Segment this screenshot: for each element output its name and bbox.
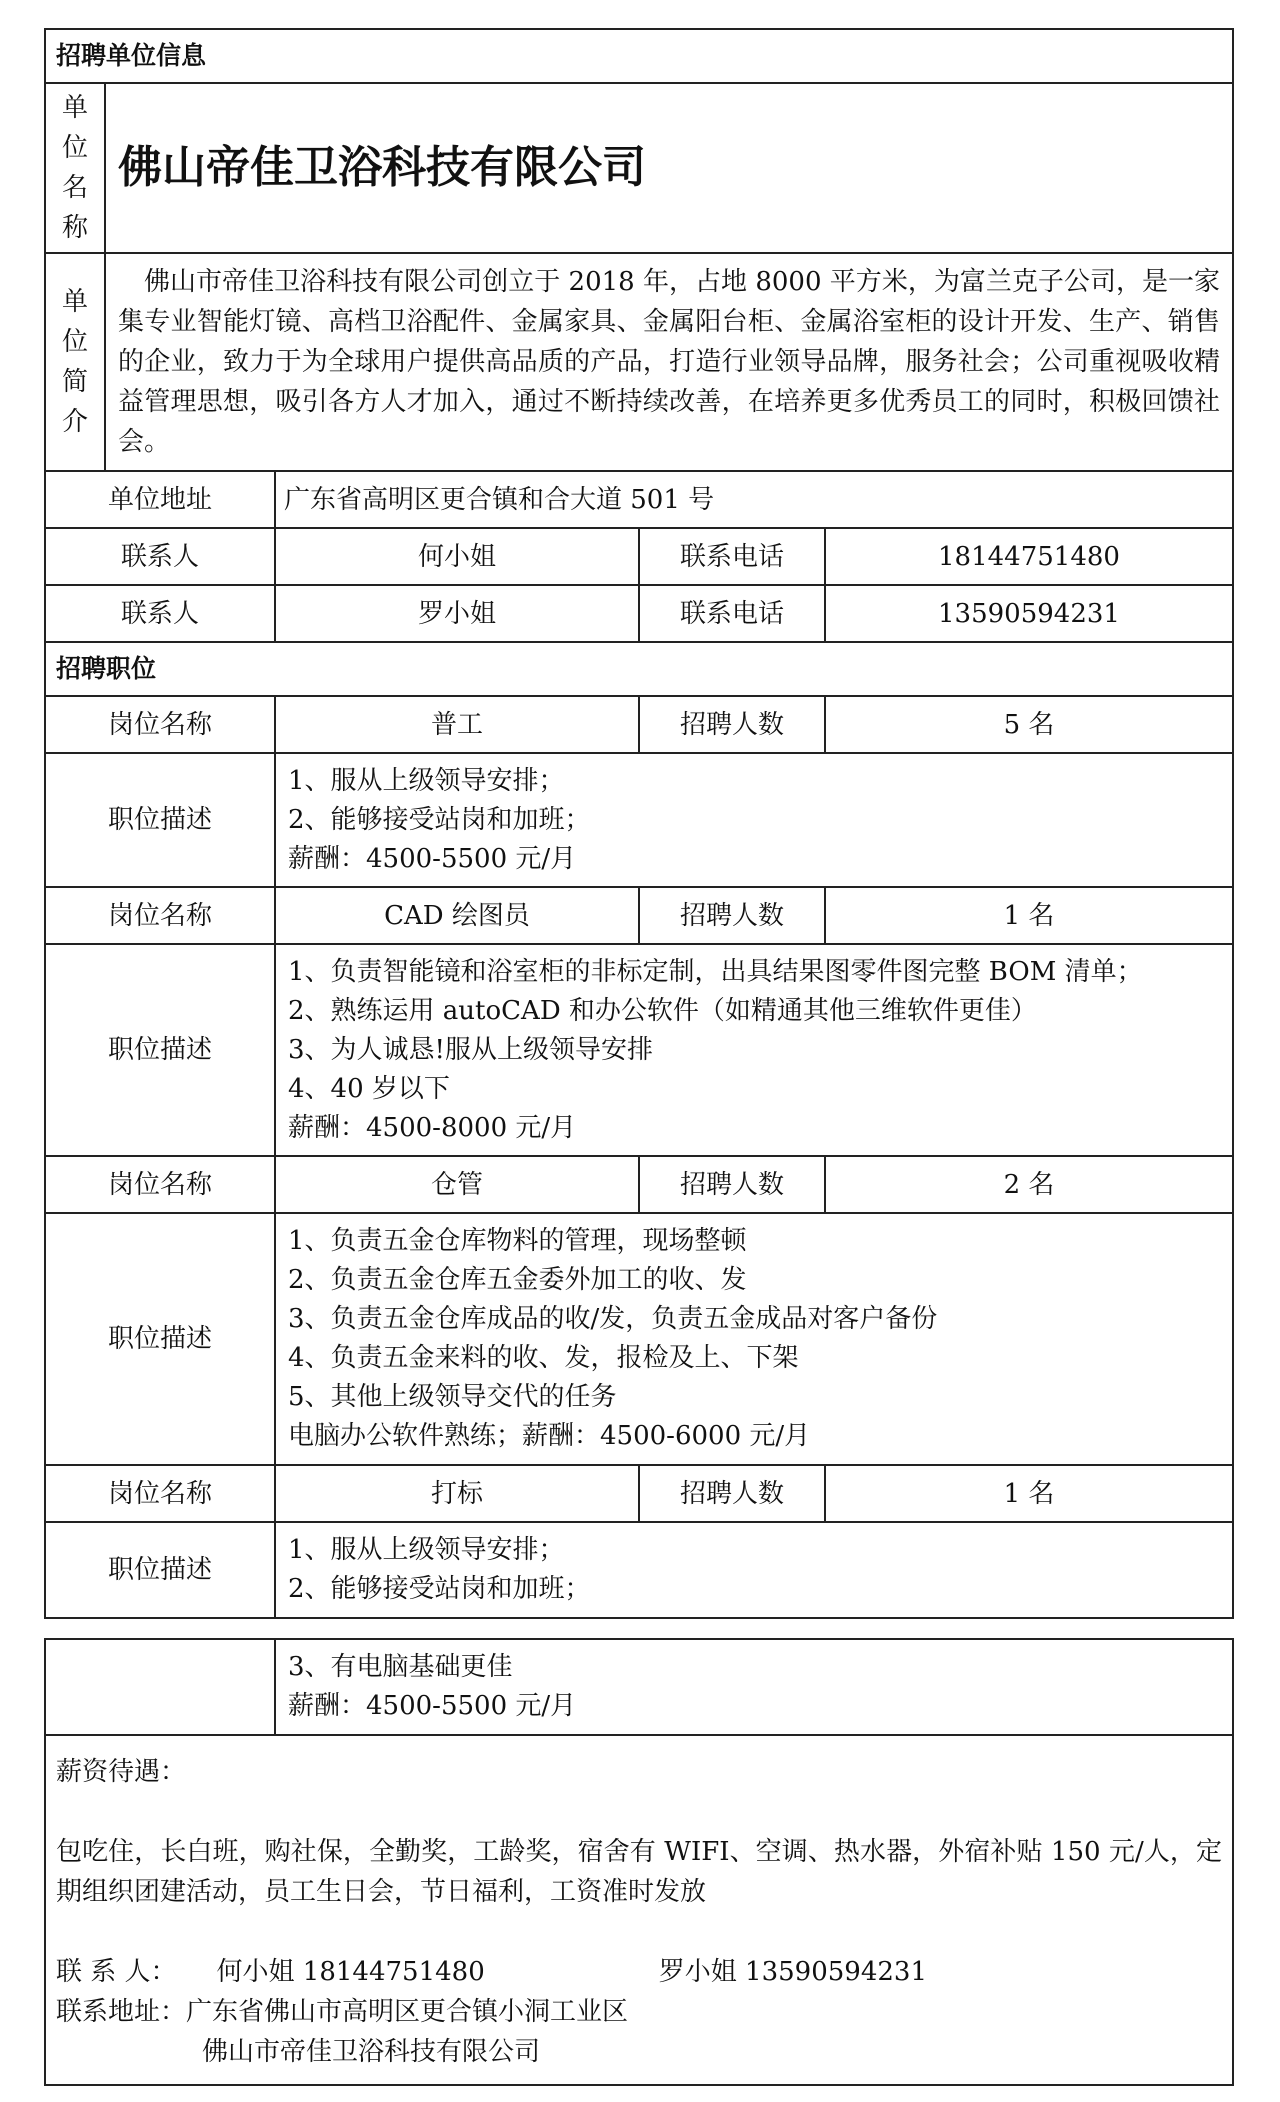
section-title-company: 招聘单位信息 xyxy=(45,29,1233,83)
job-desc-label: 职位描述 xyxy=(45,944,275,1156)
job-count-label: 招聘人数 xyxy=(639,887,825,944)
company-name: 佛山帝佳卫浴科技有限公司 xyxy=(105,83,1233,253)
job-count: 2 名 xyxy=(825,1156,1233,1213)
contact-name: 罗小姐 xyxy=(275,585,639,642)
footer-company: 佛山市帝佳卫浴科技有限公司 xyxy=(202,2037,541,2067)
job-title: CAD 绘图员 xyxy=(275,887,639,944)
contact-phone-label: 联系电话 xyxy=(639,585,825,642)
benefits-text: 包吃住，长白班，购社保，全勤奖，工龄奖，宿舍有 WIFI、空调、热水器，外宿补贴 150 元/人，定期组织团建活动，员工生日会，节日福利，工资准时发放 xyxy=(56,1837,1222,1907)
job-desc-label-continued xyxy=(45,1639,275,1735)
job-count: 1 名 xyxy=(825,1465,1233,1522)
job-count-label: 招聘人数 xyxy=(639,1156,825,1213)
job-desc-label: 职位描述 xyxy=(45,1213,275,1465)
job-title: 仓管 xyxy=(275,1156,639,1213)
footer-contacts: 联 系 人： 何小姐 18144751480 罗小姐 13590594231 xyxy=(56,1957,927,1987)
footer-contact-1: 何小姐 18144751480 xyxy=(216,1957,485,1987)
contact-label: 联系人 xyxy=(45,528,275,585)
job-description: 1、服从上级领导安排； 2、能够接受站岗和加班； xyxy=(275,1522,1233,1618)
job-count: 5 名 xyxy=(825,696,1233,753)
contact-phone-label: 联系电话 xyxy=(639,528,825,585)
job-desc-label: 职位描述 xyxy=(45,753,275,887)
job-description: 1、服从上级领导安排； 2、能够接受站岗和加班； 薪酬：4500-5500 元/月 xyxy=(275,753,1233,887)
company-address: 广东省高明区更合镇和合大道 501 号 xyxy=(275,471,1233,528)
contact-name: 何小姐 xyxy=(275,528,639,585)
job-description: 1、负责智能镜和浴室柜的非标定制，出具结果图零件图完整 BOM 清单； 2、熟练运用 autoCAD 和办公软件（如精通其他三维软件更佳） 3、为人诚恳!服从上级领导安排 4、40 岁以下 薪酬：4500-8000 元/月 xyxy=(275,944,1233,1156)
contact-phone: 13590594231 xyxy=(825,585,1233,642)
address-label: 单位地址 xyxy=(45,471,275,528)
job-description-continued: 3、有电脑基础更佳 薪酬：4500-5500 元/月 xyxy=(275,1639,1233,1735)
job-title-label: 岗位名称 xyxy=(45,696,275,753)
company-intro: 佛山市帝佳卫浴科技有限公司创立于 2018 年，占地 8000 平方米，为富兰克子公司，是一家集专业智能灯镜、高档卫浴配件、金属家具、金属阳台柜、金属浴室柜的设计开发、生产、销售的企业，致力于为全球用户提供高品质的产品，打造行业领导品牌，服务社会；公司重视吸收精益管理思想，吸引各方人才加入，通过不断持续改善，在培养更多优秀员工的同时，积极回馈社会。 xyxy=(105,253,1233,471)
job-title: 普工 xyxy=(275,696,639,753)
job-title: 打标 xyxy=(275,1465,639,1522)
company-name-label: 单 位 名 称 xyxy=(45,83,105,253)
job-description: 1、负责五金仓库物料的管理，现场整顿 2、负责五金仓库五金委外加工的收、发 3、负责五金仓库成品的收/发，负责五金成品对客户备份 4、负责五金来料的收、发，报检及上、下架 5、其他上级领导交代的任务 电脑办公软件熟练；薪酬：4500-6000 元/月 xyxy=(275,1213,1233,1465)
job-desc-label: 职位描述 xyxy=(45,1522,275,1618)
benefits-table xyxy=(44,1638,1234,2086)
company-intro-label: 单 位 简 介 xyxy=(45,253,105,471)
job-title-label: 岗位名称 xyxy=(45,1465,275,1522)
footer-contact-2: 罗小姐 13590594231 xyxy=(658,1957,927,1987)
benefits-section xyxy=(45,1735,1233,2085)
job-count-label: 招聘人数 xyxy=(639,696,825,753)
job-count: 1 名 xyxy=(825,887,1233,944)
job-title-label: 岗位名称 xyxy=(45,1156,275,1213)
company-info-table xyxy=(44,28,1234,1619)
contact-phone: 18144751480 xyxy=(825,528,1233,585)
benefits-label: 薪资待遇： xyxy=(56,1757,187,1787)
contact-label: 联系人 xyxy=(45,585,275,642)
job-count-label: 招聘人数 xyxy=(639,1465,825,1522)
footer-address: 联系地址：广东省佛山市高明区更合镇小洞工业区 xyxy=(56,1997,629,2027)
section-title-jobs: 招聘职位 xyxy=(45,642,1233,696)
job-title-label: 岗位名称 xyxy=(45,887,275,944)
